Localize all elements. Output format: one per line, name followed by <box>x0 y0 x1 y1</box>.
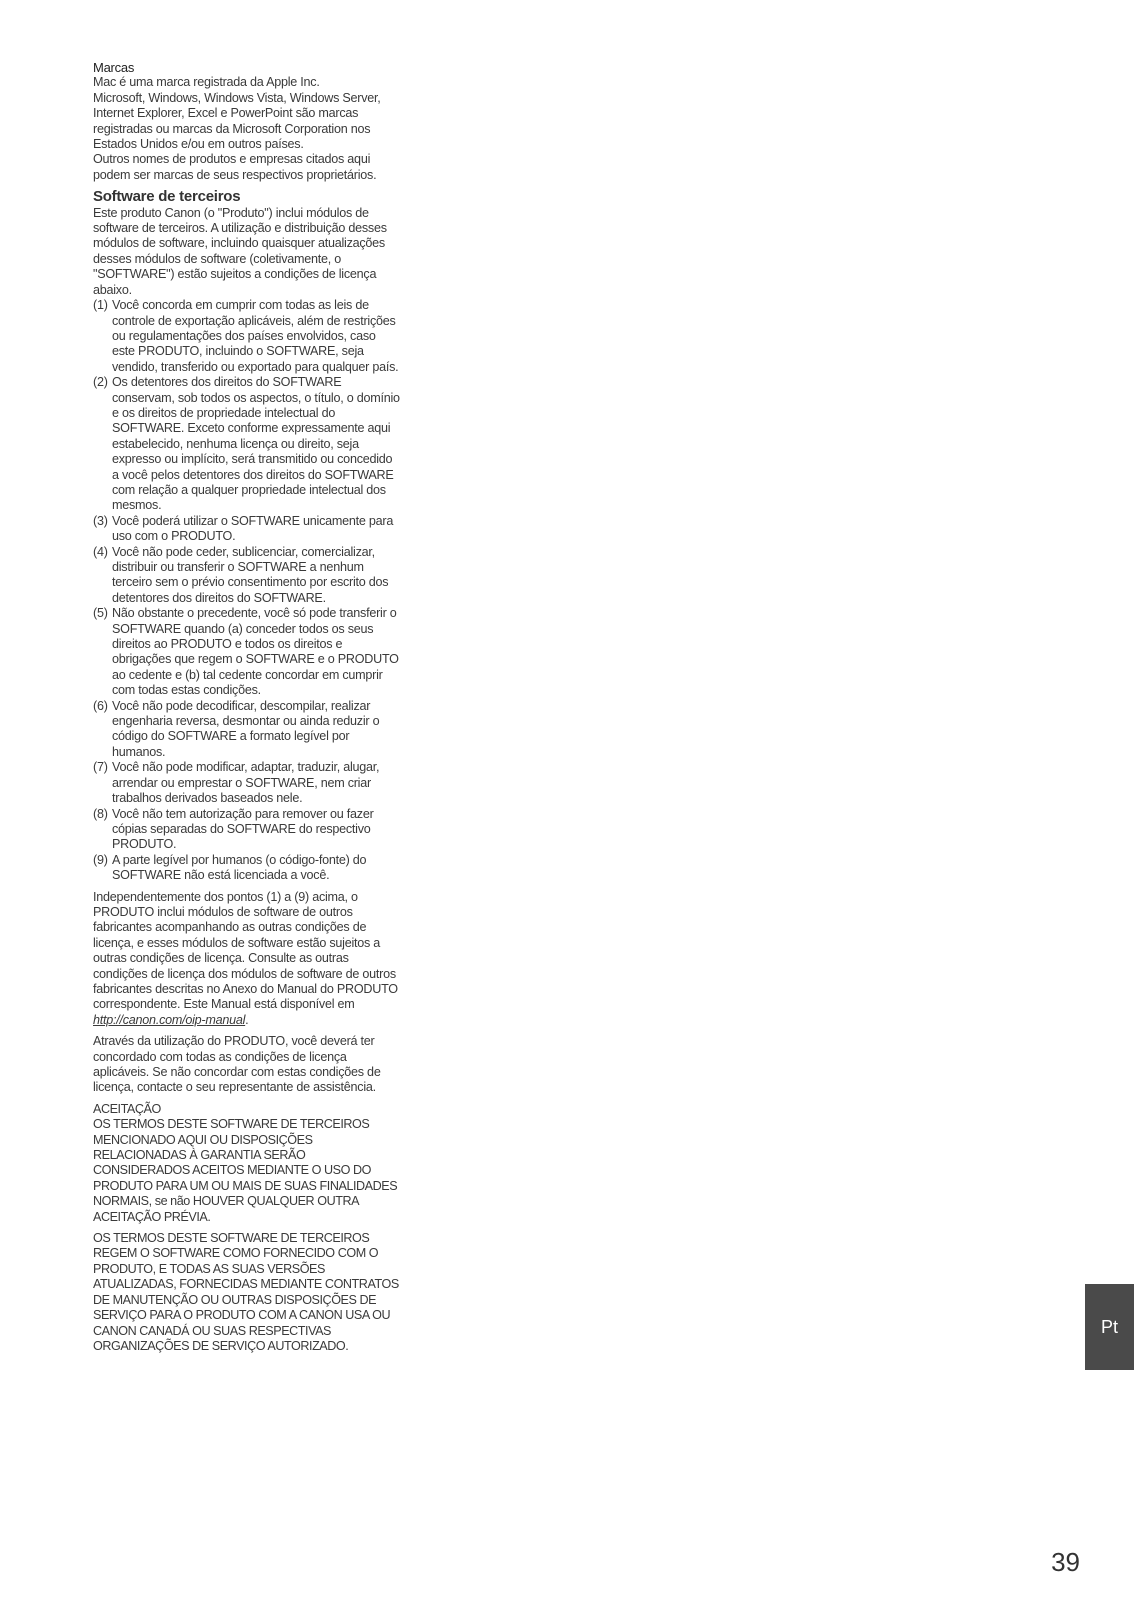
third-party-heading: Software de terceiros <box>93 188 241 206</box>
main-column <box>93 60 401 1354</box>
acceptance-heading: ACEITAÇÃO <box>93 1101 161 1116</box>
acceptance-paragraph: OS TERMOS DESTE SOFTWARE DE TERCEIROS MENCIONADO AQUI OU DISPOSIÇÕES RELACIONADAS À GARANTIA SERÃO CONSIDERADOS ACEITOS MEDIANTE O USO DO PRODUTO PARA UM OU MAIS DE SUAS FINALIDADES NORMAIS, se não HOUVER QUALQUER OUTRA ACEITAÇÃO PRÉVIA. <box>93 1117 398 1224</box>
trademarks-paragraph-1: Mac é uma marca registrada da Apple Inc. <box>93 75 320 90</box>
trademarks-paragraph-3: Outros nomes de produtos e empresas citados aqui podem ser marcas de seus respectivos proprietários. <box>93 152 377 182</box>
list-item-text: Você poderá utilizar o SOFTWARE unicamente para uso com o PRODUTO. <box>112 513 394 544</box>
list-item <box>93 807 401 853</box>
list-item-number: (5) <box>93 606 108 621</box>
list-item-text: Você não pode decodificar, descompilar, realizar engenharia reversa, desmontar ou ainda reduzir o código do SOFTWARE a formato legível por humanos. <box>112 698 380 759</box>
usage-agreement-paragraph: Através da utilização do PRODUTO, você deverá ter concordado com todas as condições de licença aplicáveis. Se não concordar com estas condições de licença, contacte o seu representante de assistência. <box>93 1034 381 1095</box>
list-item <box>93 545 401 607</box>
list-item <box>93 699 401 761</box>
governing-terms-paragraph: OS TERMOS DESTE SOFTWARE DE TERCEIROS REGEM O SOFTWARE COMO FORNECIDO COM O PRODUTO, E TODAS AS SUAS VERSÕES ATUALIZADAS, FORNECIDAS MEDIANTE CONTRATOS DE MANUTENÇÃO OU OUTRAS DISPOSIÇÕES DE SERVIÇO PARA O PRODUTO COM A CANON USA OU CANON CANADÁ OU SUAS RESPECTIVAS ORGANIZAÇÕES DE SERVIÇO AUTORIZADO. <box>93 1231 399 1353</box>
list-item-text: Você não tem autorização para remover ou fazer cópias separadas do SOFTWARE do respectivo PRODUTO. <box>112 806 374 852</box>
list-item <box>93 375 401 514</box>
url-suffix: . <box>245 1012 249 1027</box>
list-item-text: Você não pode modificar, adaptar, traduzir, alugar, arrendar ou emprestar o SOFTWARE, nem criar trabalhos derivados baseados nele. <box>112 760 380 806</box>
list-item <box>93 853 401 884</box>
list-item <box>93 298 401 375</box>
trademarks-heading: Marcas <box>93 60 135 75</box>
list-item-number: (8) <box>93 806 108 821</box>
list-item-text: Você concorda em cumprir com todas as leis de controle de exportação aplicáveis, além de restrições ou regulamentações dos países envolvidos, caso este PRODUTO, incluindo o SOFTWARE, seja vendido, transferido ou exportado para qualquer país. <box>112 298 399 374</box>
list-item <box>93 606 401 698</box>
license-terms-list <box>93 298 401 883</box>
list-item-number: (7) <box>93 760 108 775</box>
language-tab: Pt <box>1085 1284 1134 1370</box>
page-number: 39 <box>1051 1547 1080 1577</box>
list-item-number: (9) <box>93 852 108 867</box>
third-party-intro: Este produto Canon (o "Produto") inclui módulos de software de terceiros. A utilização e distribuição desses módulos de software, incluindo quaisquer atualizações desses módulos de software (coletivamente, o "SOFTWARE") estão sujeitos a condições de licença abaixo. <box>93 205 387 297</box>
other-vendors-paragraph <box>93 890 401 1029</box>
other-vendors-text: Independentemente dos pontos (1) a (9) acima, o PRODUTO inclui módulos de software de outros fabricantes acompanhando as outras condições de licença, e esses módulos de software estão sujeitos a outras condições de licença. Consulte as outras condições de licença dos módulos de software de outros fabricantes descritas no Anexo do Manual do PRODUTO correspondente. Este Manual está disponível em <box>93 889 398 1012</box>
list-item-number: (4) <box>93 544 108 559</box>
list-item <box>93 514 401 545</box>
list-item-number: (1) <box>93 298 108 313</box>
manual-url-link[interactable]: http://canon.com/oip-manual <box>93 1012 246 1027</box>
list-item-number: (2) <box>93 375 108 390</box>
list-item-text: Os detentores dos direitos do SOFTWARE conservam, sob todos os aspectos, o título, o domínio e os direitos de propriedade intelectual do SOFTWARE. Exceto conforme expressamente aqui estabelecido, nenhuma licença ou direito, seja expresso ou implícito, será transmitido ou concedido a você pelos detentores dos direitos do SOFTWARE com relação a qualquer propriedade intelectual dos mesmos. <box>112 375 400 513</box>
list-item-number: (6) <box>93 698 108 713</box>
list-item-text: Você não pode ceder, sublicenciar, comercializar, distribuir ou transferir o SOFTWARE a nenhum terceiro sem o prévio consentimento por escrito dos detentores dos direitos do SOFTWARE. <box>112 544 389 605</box>
trademarks-paragraph-2: Microsoft, Windows, Windows Vista, Windows Server, Internet Explorer, Excel e PowerPoint são marcas registradas ou marcas da Microsoft Corporation nos Estados Unidos e/ou em outros países. <box>93 90 381 152</box>
list-item-number: (3) <box>93 513 108 528</box>
list-item-text: Não obstante o precedente, você só pode transferir o SOFTWARE quando (a) conceder todos os seus direitos ao PRODUTO e todos os direitos e obrigações que regem o SOFTWARE e o PRODUTO ao cedente e (b) tal cedente concordar em cumprir com todas estas condições. <box>112 606 399 698</box>
list-item <box>93 760 401 806</box>
list-item-text: A parte legível por humanos (o código-fonte) do SOFTWARE não está licenciada a você. <box>112 852 367 883</box>
